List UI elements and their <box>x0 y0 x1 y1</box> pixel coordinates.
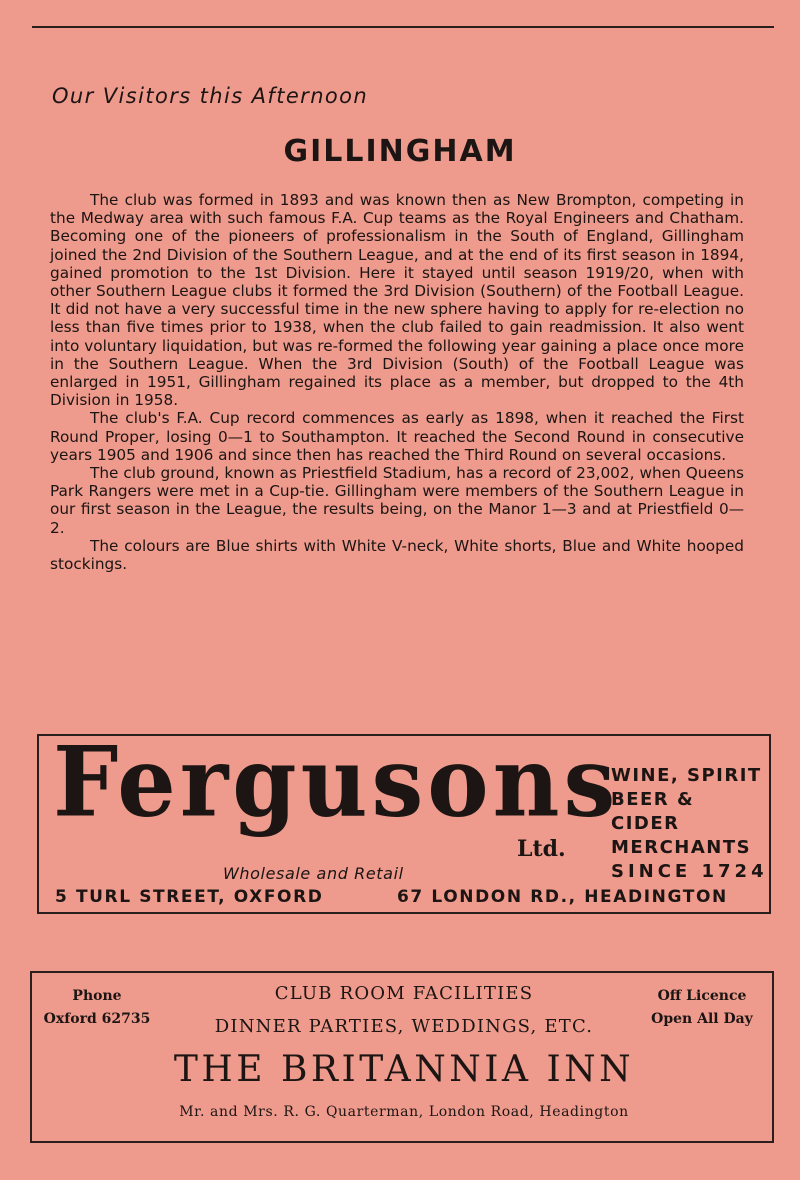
merchant-line: BEER & CIDER <box>611 789 695 834</box>
article-paragraph: The colours are Blue shirts with White V-neck, White shorts, Blue and White hooped stockings. <box>50 536 744 574</box>
merchant-line: MERCHANTS <box>611 837 752 858</box>
wholesale-retail: Wholesale and Retail <box>223 864 404 883</box>
licence-block <box>642 985 762 1031</box>
open-all-day: Open All Day <box>651 1011 753 1027</box>
club-history-article <box>50 191 744 573</box>
visitors-heading: Our Visitors this Afternoon <box>52 84 369 108</box>
dinner-parties: DINNER PARTIES, WEDDINGS, ETC. <box>214 1016 594 1037</box>
fergusons-logo: Fergusons <box>53 725 620 839</box>
off-licence: Off Licence <box>657 988 747 1004</box>
proprietor-line: Mr. and Mrs. R. G. Quarterman, London Road, Headington <box>179 1104 629 1120</box>
inn-name: THE BRITANNIA INN <box>173 1049 635 1090</box>
phone-number: Oxford 62735 <box>43 1011 151 1027</box>
article-paragraph: The club was formed in 1893 and was known then as New Brompton, competing in the Medway area with such famous F.A. Cup teams as the Royal Engineers and Chatham. Becoming one of the pioneers of professionalism in the South of England, Gillingham joined the 2nd Division of the Southern League, and at the end of its first season in 1894, gained promotion to the 1st Division. Here it stayed until season 1919/20, when with other Southern League clubs it formed the 3rd Division (Southern) of the Football League. It did not have a very successful time in the new sphere having to apply for re-election no less than five times prior to 1938, when the club failed to gain readmission. It also went into voluntary liquidation, but was re-formed the following year gaining a place once more in the Southern League. When the 3rd Division (South) of the Football League was enlarged in 1951, Gillingham regained its place as a member, but dropped to the 4th Division in 1958. <box>50 191 744 410</box>
club-title: GILLINGHAM <box>283 134 517 169</box>
phone-label: Phone <box>72 988 122 1004</box>
merchant-line: SINCE 1724 <box>611 861 768 882</box>
article-paragraph: The club's F.A. Cup record commences as early as 1898, when it reached the First Round Proper, losing 0—1 to Southampton. It reached the Second Round in consecutive years 1905 and 1906 and since then has reached the Third Round on several occasions. <box>50 409 744 464</box>
fergusons-advert <box>37 725 771 914</box>
club-room-facilities: CLUB ROOM FACILITIES <box>274 983 534 1004</box>
address-headington: 67 LONDON RD., HEADINGTON <box>397 887 728 907</box>
merchant-lines <box>611 764 769 884</box>
top-rule <box>32 26 774 28</box>
address-oxford: 5 TURL STREET, OXFORD <box>55 887 324 907</box>
britannia-inn-advert <box>30 971 774 1143</box>
article-paragraph: The club ground, known as Priestfield Stadium, has a record of 23,002, when Queens Park Rangers were met in a Cup-tie. Gillingham were members of the Southern League in our first season in the League, the results being, on the Manor 1—3 and at Priestfield 0—2. <box>50 464 744 537</box>
fergusons-ltd: Ltd. <box>517 836 566 862</box>
merchant-line: WINE, SPIRIT <box>611 765 762 786</box>
